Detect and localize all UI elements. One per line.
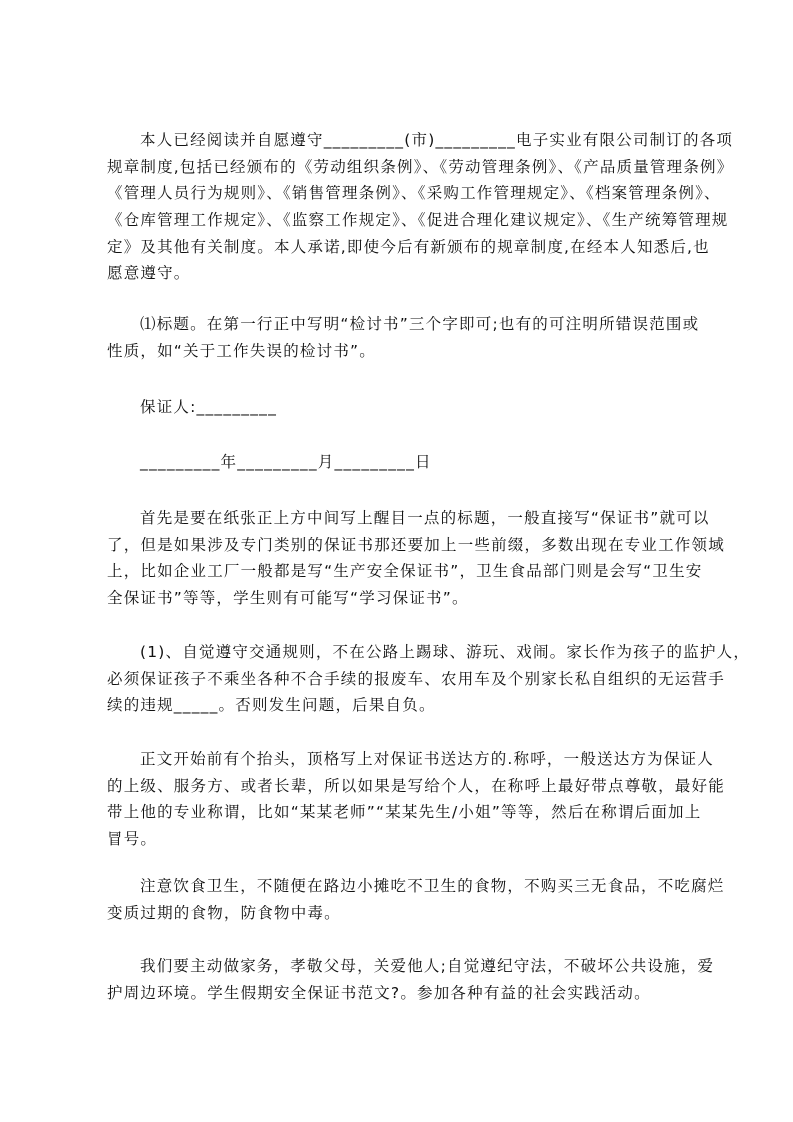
text-line: 变质过期的食物，防食物中毒。 <box>107 903 341 922</box>
text-line: 必须保证孩子不乘坐各种不合手续的报废车、农用车及个别家长私自组织的无运营手 <box>107 669 725 688</box>
text-line: 带上他的专业称谓，比如“某某老师”“某某先生/小姐”等等，然后在称谓后面加上 <box>107 803 702 822</box>
text-line: 的上级、服务方、或者长辈，所以如果是写给个人，在称呼上最好带点尊敬，最好能 <box>107 776 725 795</box>
text-line: 我们要主动做家务，孝敬父母，关爱他人;自觉遵纪守法，不破坏公共设施，爱 <box>140 957 715 975</box>
text-line: 《管理人员行为规则》、《销售管理条例》、《采购工作管理规定》、《档案管理条例》、 <box>107 184 721 203</box>
text-line: 《仓库管理工作规定》、《监察工作规定》、《促进合理化建议规定》、《生产统筹管理规 <box>107 211 729 230</box>
paragraph <box>107 127 734 287</box>
text-line: 性质，如“关于工作失误的检讨书”。 <box>107 341 376 360</box>
text-line: 定》及其他有关制度。本人承诺,即使今后有新颁布的规章制度,在经本人知悉后,也 <box>107 237 710 256</box>
text-line: 规章制度,包括已经颁布的《劳动组织条例》、《劳动管理条例》、《产品质量管理条例》 <box>107 157 734 176</box>
paragraph <box>107 639 751 719</box>
text-line: 注意饮食卫生，不随便在路边小摊吃不卫生的食物，不购买三无食品，不吃腐烂 <box>140 877 725 895</box>
text-line: 护周边环境。学生假期安全保证书范文?。参加各种有益的社会实践活动。 <box>107 983 651 1002</box>
text-line: 首先是要在纸张正上方中间写上醒目一点的标题，一般直接写“保证书”就可以 <box>140 509 710 527</box>
paragraph <box>107 449 697 476</box>
text-line: (1)、自觉遵守交通规则，不在公路上踢球、游玩、戏闹。家长作为孩子的监护人， <box>140 643 751 661</box>
text-line: 了，但是如果涉及专门类别的保证书那还要加上一些前缀，多数出现在专业工作领域 <box>107 535 725 554</box>
text-line: 本人已经阅读并自愿遵守_________(市)_________电子实业有限公司制订的各项 <box>140 131 734 149</box>
paragraph <box>107 311 700 364</box>
text-line: 上，比如企业工厂一般都是写“生产安全保证书”，卫生食品部门则是会写“卫生安 <box>107 562 703 581</box>
text-line: ⑴标题。在第一行正中写明“检讨书”三个字即可;也有的可注明所错误范围或 <box>140 315 700 333</box>
paragraph <box>107 953 715 1006</box>
paragraph <box>107 505 725 612</box>
text-line: 冒号。 <box>107 830 158 849</box>
text-line: 全保证书”等等，学生则有可能写“学习保证书”。 <box>107 589 469 608</box>
text-line: _________年_________月_________日 <box>140 453 432 471</box>
text-line: 续的违规_____。否则发生问题，后果自负。 <box>107 696 436 715</box>
text-line: 保证人:_________ <box>140 398 278 416</box>
paragraph <box>107 394 697 421</box>
paragraph <box>107 873 725 926</box>
text-line: 愿意遵守。 <box>107 264 191 283</box>
text-line: 正文开始前有个抬头，顶格写上对保证书送达方的.称呼，一般送达方为保证人 <box>140 750 714 768</box>
paragraph <box>107 746 725 853</box>
